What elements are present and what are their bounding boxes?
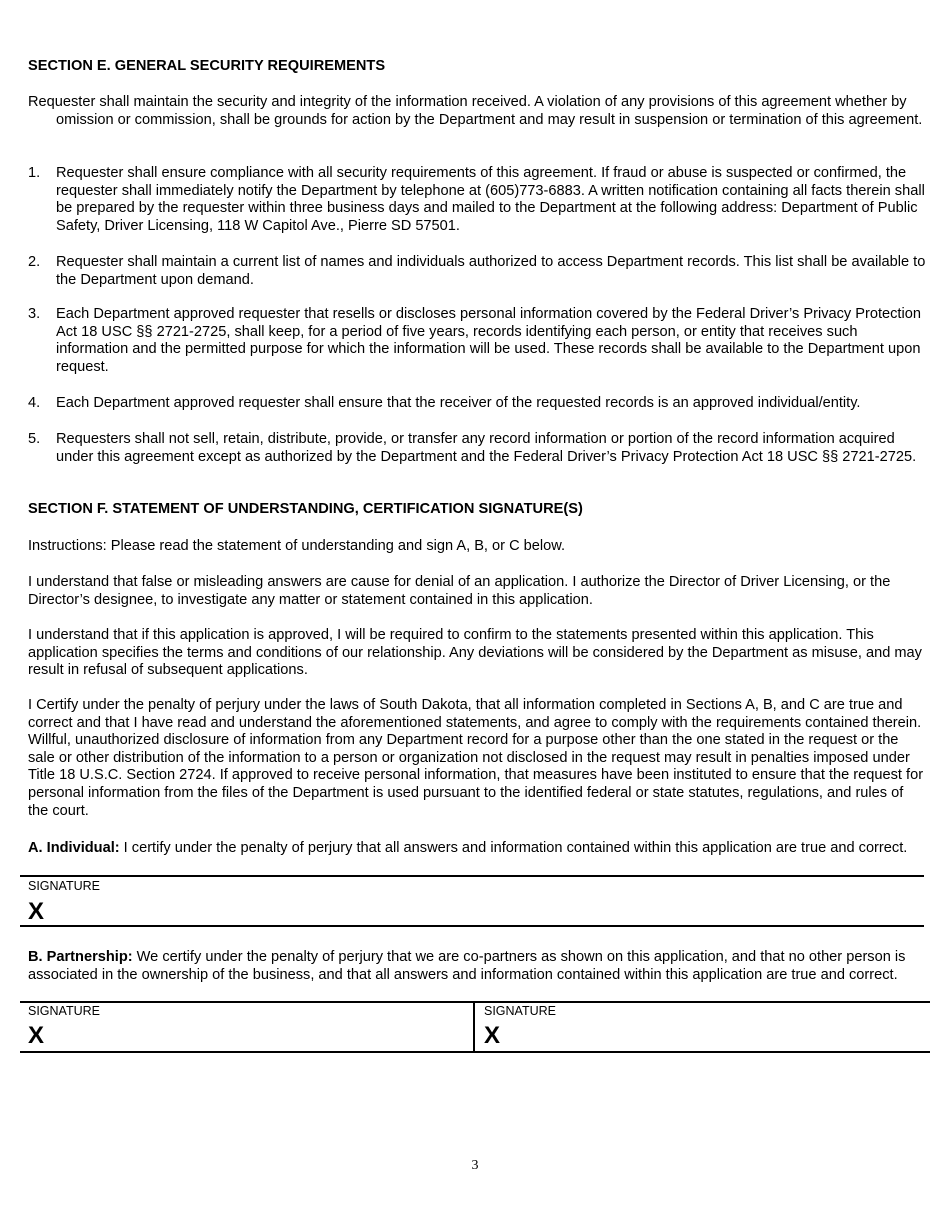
individual-signature-label: SIGNATURE: [28, 879, 100, 893]
section-f-paragraph-1: I understand that false or misleading answers are cause for denial of an application. I authorize the Director of Driver Licensing, or the Director’s designee, to investigate any matter or statement contained in this application.: [28, 574, 891, 608]
list-item-number: 1.: [28, 165, 41, 181]
list-item-text: Requesters shall not sell, retain, distribute, provide, or transfer any record information or portion of the record information acquired under this agreement except as authorized by the Department and the Federal Driver’s Privacy Protection Act 18 USC §§ 2721-2725.: [56, 431, 917, 465]
list-item-number: 3.: [28, 306, 41, 322]
individual-certification: [28, 840, 926, 858]
list-item-number: 4.: [28, 395, 41, 411]
section-f-instructions: Instructions: Please read the statement of understanding and sign A, B, or C below.: [28, 538, 566, 554]
section-f-heading: SECTION F. STATEMENT OF UNDERSTANDING, CERTIFICATION SIGNATURE(S): [28, 501, 583, 517]
partnership-label: B. Partnership:: [28, 949, 133, 965]
individual-label: A. Individual:: [28, 840, 120, 856]
column-divider: [473, 1002, 475, 1052]
page-number: 3: [471, 1158, 479, 1173]
divider: [20, 875, 924, 877]
divider: [20, 925, 924, 927]
list-item-text: Each Department approved requester shall ensure that the receiver of the requested records is an approved individual/entity.: [56, 395, 861, 411]
partnership-text: We certify under the penalty of perjury that we are co-partners as shown on this application, and that no other person is associated in the ownership of the business, and that all answers and information contained within this application are true and correct.: [28, 949, 906, 983]
partner-2-signature-label: SIGNATURE: [484, 1004, 556, 1018]
partner-1-signature-label: SIGNATURE: [28, 1004, 100, 1018]
partner-2-signature-field[interactable]: X: [484, 1022, 501, 1049]
individual-text: I certify under the penalty of perjury that all answers and information contained within this application are true and correct.: [119, 840, 908, 856]
list-item-text: Each Department approved requester that resells or discloses personal information covered by the Federal Driver’s Privacy Protection Act 18 USC §§ 2721-2725, shall keep, for a period of five years, records identifying each person, or entity that receives such information and the permitted purpose for which the information will be used. These records shall be available to the Department upon request.: [56, 306, 921, 375]
list-item-text: Requester shall maintain a current list of names and individuals authorized to access Department records. This list shall be available to the Department upon demand.: [56, 254, 926, 288]
partner-1-signature-field[interactable]: X: [28, 1022, 45, 1049]
individual-signature-field[interactable]: X: [28, 898, 45, 925]
list-item-number: 5.: [28, 431, 41, 447]
section-e-heading: SECTION E. GENERAL SECURITY REQUIREMENTS: [28, 58, 386, 74]
section-e-intro: Requester shall maintain the security and integrity of the information received. A violation of any provisions of this agreement whether by omission or commission, shall be grounds for action by the Department and may result in suspension or termination of this agreement.: [28, 94, 923, 128]
partnership-certification: [28, 949, 926, 984]
divider: [20, 1051, 930, 1053]
section-f-paragraph-2: I understand that if this application is approved, I will be required to confirm to the statements presented within this application. This application specifies the terms and conditions of our relationship. Any deviations will be considered by the Department as misuse, and may result in refusal of subsequent applications.: [28, 627, 922, 679]
section-f-paragraph-3: I Certify under the penalty of perjury under the laws of South Dakota, that all information completed in Sections A, B, and C are true and correct and that I have read and understand the aforementioned statements, and agree to comply with the requirements contained therein. Willful, unauthorized disclosure of information from any Department record for a purpose other than the one stated in the request or the sale or other distribution of the information to a person or organization not disclosed in the request may result in penalties imposed under Title 18 U.S.C. Section 2724. If approved to receive personal information, that measures have been instituted to ensure that the request for personal information from the files of the Department is used pursuant to the identified federal or state statutes, regulations, and rules of the court.: [28, 697, 924, 819]
list-item-text: Requester shall ensure compliance with all security requirements of this agreement. If fraud or abuse is suspected or confirmed, the requester shall immediately notify the Department by telephone at (605)773-6883. A written notification containing all facts therein shall be prepared by the requester within three business days and mailed to the Department at the following address: Department of Public Safety, Driver Licensing, 118 W Capitol Ave., Pierre SD 57501.: [56, 165, 925, 234]
divider: [20, 1001, 930, 1003]
list-item-number: 2.: [28, 254, 41, 270]
